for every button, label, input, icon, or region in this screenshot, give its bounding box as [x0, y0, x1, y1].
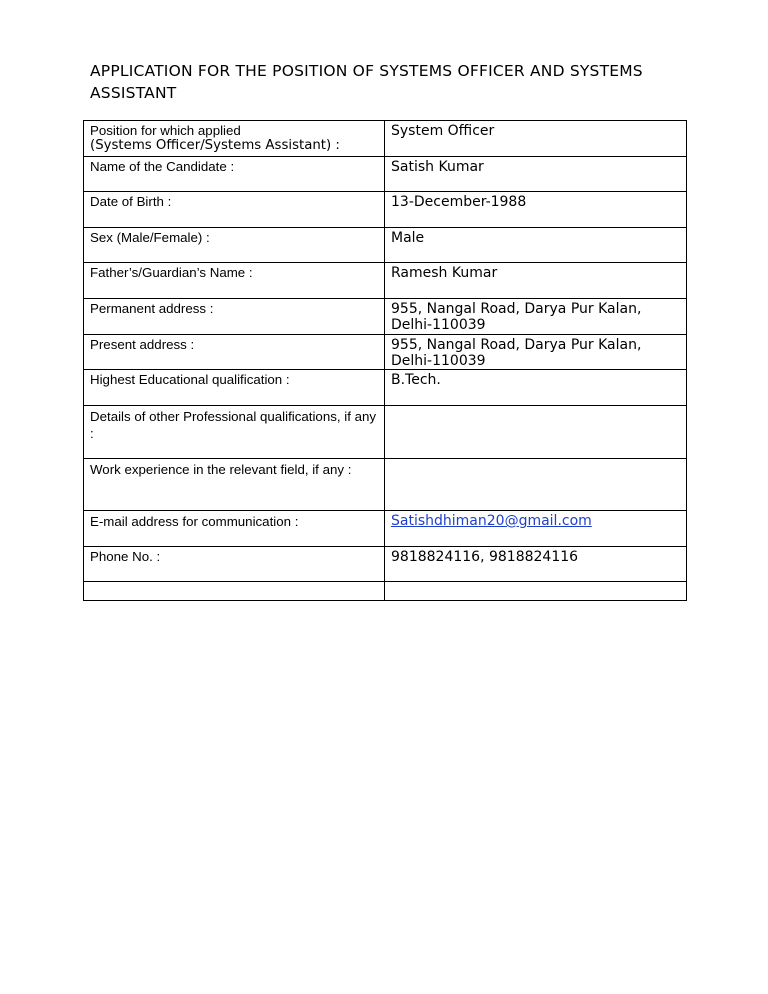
present-address-value-cell [385, 335, 687, 370]
guardian-label-cell [84, 263, 385, 299]
application-form-table [83, 120, 687, 601]
table-row-email [84, 511, 687, 547]
table-row-phone [84, 547, 687, 582]
sex-value-cell [385, 228, 687, 263]
education-label-cell [84, 370, 385, 406]
table-row-present-address [84, 335, 687, 370]
table-row-empty [84, 582, 687, 601]
position-value-cell [385, 121, 687, 157]
work-experience-value-cell [385, 459, 687, 511]
permanent-address-label-cell [84, 299, 385, 335]
name-value: Satish Kumar [391, 159, 484, 175]
sex-value: Male [391, 230, 425, 246]
position-label: Position for which applied [90, 123, 241, 138]
sex-label: Sex (Male/Female) : [90, 230, 210, 245]
guardian-label: Father’s/Guardian’s Name : [90, 265, 253, 280]
table-row-work-experience [84, 459, 687, 511]
empty-label-cell [84, 582, 385, 601]
guardian-value: Ramesh Kumar [391, 265, 498, 281]
table-row-education [84, 370, 687, 406]
dob-value: 13-December-1988 [391, 194, 527, 210]
work-experience-label-cell [84, 459, 385, 511]
education-value: B.Tech. [391, 372, 441, 388]
table-row-dob [84, 192, 687, 228]
education-value-cell [385, 370, 687, 406]
permanent-address-value-cell [385, 299, 687, 335]
professional-qualifications-label-cell [84, 406, 385, 459]
email-value-cell [385, 511, 687, 547]
table-row-permanent-address [84, 299, 687, 335]
phone-value-cell [385, 547, 687, 582]
form-title: APPLICATION FOR THE POSITION OF SYSTEMS OFFICER AND SYSTEMS ASSISTANT [90, 62, 643, 102]
email-label-cell [84, 511, 385, 547]
empty-value-cell [385, 582, 687, 601]
email-link[interactable]: Satishdhiman20@gmail.com [391, 513, 592, 529]
professional-qualifications-value-cell [385, 406, 687, 459]
present-address-label: Present address : [90, 337, 195, 352]
table-row-professional-qualifications [84, 406, 687, 459]
professional-qualifications-label: Details of other Professional qualifications, if any : [90, 409, 377, 441]
email-label: E-mail address for communication : [90, 514, 299, 529]
dob-label: Date of Birth : [90, 194, 172, 209]
sex-label-cell [84, 228, 385, 263]
education-label: Highest Educational qualification : [90, 372, 290, 387]
phone-label: Phone No. : [90, 549, 161, 564]
guardian-value-cell [385, 263, 687, 299]
present-address-value: 955, Nangal Road, Darya Pur Kalan, Delhi-110039 [391, 337, 642, 369]
permanent-address-value: 955, Nangal Road, Darya Pur Kalan, Delhi-110039 [391, 301, 642, 333]
table-row-name [84, 157, 687, 192]
present-address-label-cell [84, 335, 385, 370]
table-row-sex [84, 228, 687, 263]
phone-value: 9818824116, 9818824116 [391, 549, 579, 565]
position-label-hint: (Systems Officer/Systems Assistant) : [90, 138, 340, 153]
work-experience-label: Work experience in the relevant field, if any : [90, 462, 352, 477]
name-label: Name of the Candidate : [90, 159, 235, 174]
position-value: System Officer [391, 123, 495, 139]
permanent-address-label: Permanent address : [90, 301, 214, 316]
dob-value-cell [385, 192, 687, 228]
dob-label-cell [84, 192, 385, 228]
table-row-position [84, 121, 687, 157]
phone-label-cell [84, 547, 385, 582]
name-label-cell [84, 157, 385, 192]
position-label-cell [84, 121, 385, 157]
name-value-cell [385, 157, 687, 192]
table-row-guardian [84, 263, 687, 299]
